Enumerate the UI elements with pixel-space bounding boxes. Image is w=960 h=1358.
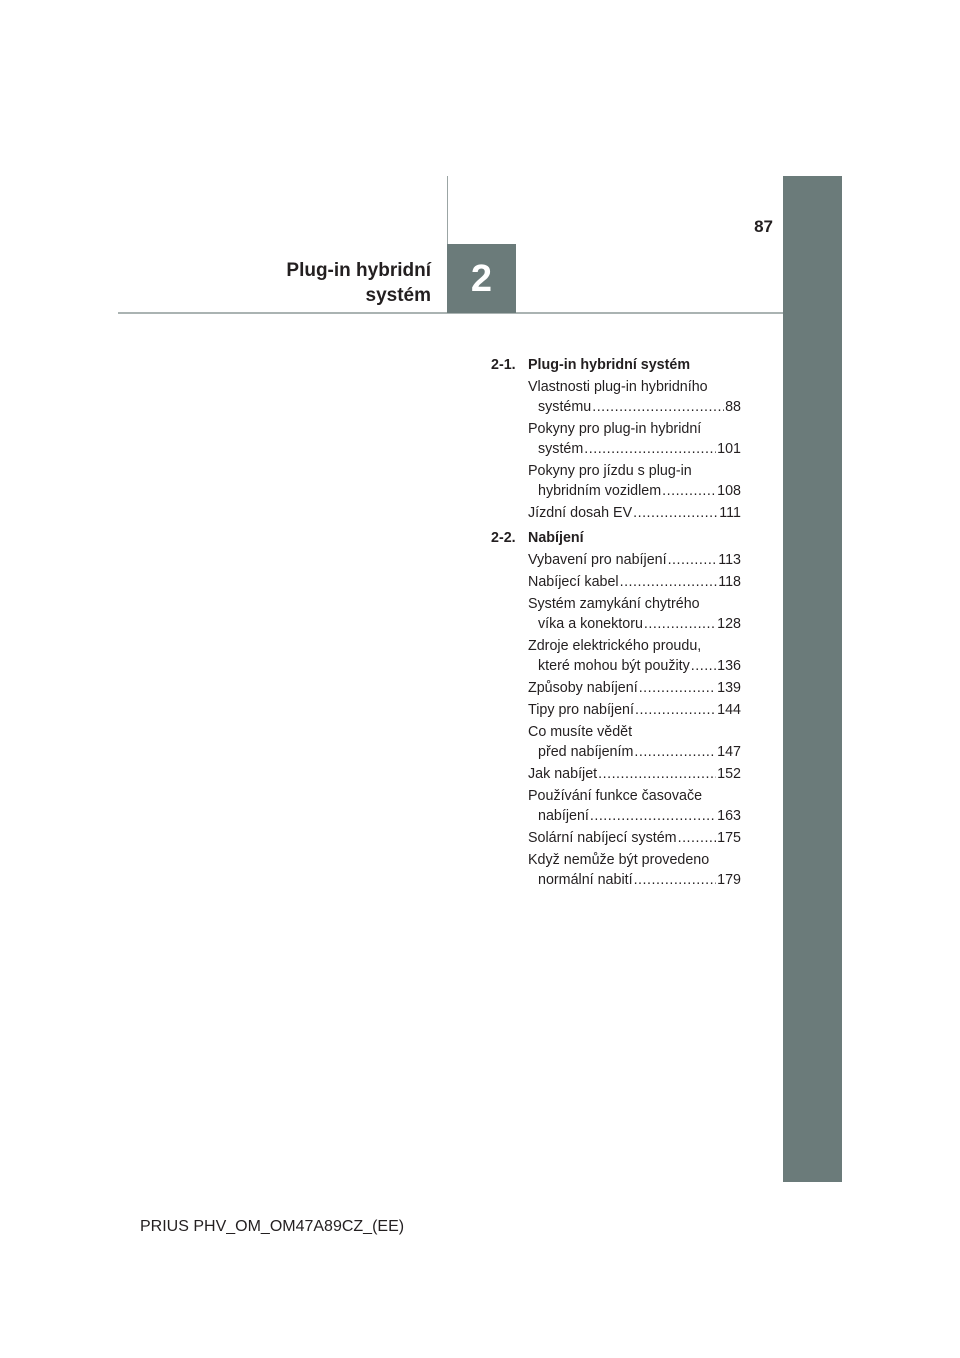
toc-entry[interactable] <box>528 700 741 720</box>
section-number: 2-1. <box>491 357 516 373</box>
toc-entry-title: Jízdní dosah EV <box>528 505 633 521</box>
toc-entry[interactable] <box>528 594 741 634</box>
toc-entry-title: Vlastnosti plug-in hybridního <box>528 379 708 395</box>
toc-entry-title: Nabíjecí kabel <box>528 574 619 590</box>
section-title: Nabíjení <box>528 530 584 546</box>
header-vertical-rule <box>447 176 448 244</box>
toc-entry-title: Když nemůže být provedeno <box>528 852 710 868</box>
leader-dots <box>620 572 718 592</box>
toc-entry-title-cont: nabíjení <box>538 808 589 824</box>
toc-entry-title: Vybavení pro nabíjení <box>528 552 667 568</box>
table-of-contents <box>491 355 741 895</box>
chapter-title <box>180 258 431 308</box>
toc-entry-title: Pokyny pro plug-in hybridní <box>528 421 702 437</box>
toc-entry-page: 163 <box>717 808 741 824</box>
leader-dots <box>691 656 716 676</box>
leader-dots <box>644 614 716 634</box>
toc-section-2-2 <box>491 528 741 890</box>
toc-entry-title-cont: systém <box>538 441 584 457</box>
toc-entry-page: 179 <box>717 872 741 888</box>
toc-entry-title: Tipy pro nabíjení <box>528 702 634 718</box>
toc-entry-title: Používání funkce časovače <box>528 788 703 804</box>
toc-entry-page: 128 <box>717 616 741 632</box>
toc-entry[interactable] <box>528 828 741 848</box>
leader-dots <box>633 503 718 523</box>
toc-entry-title-cont: normální nabití <box>538 872 633 888</box>
chapter-side-tab <box>783 176 842 1182</box>
toc-entry-page: 175 <box>717 830 741 846</box>
toc-entry[interactable] <box>528 550 741 570</box>
leader-dots <box>678 828 717 848</box>
chapter-number: 2 <box>470 257 493 300</box>
toc-entry[interactable] <box>528 377 741 417</box>
leader-dots <box>598 764 716 784</box>
toc-entry[interactable] <box>528 461 741 501</box>
toc-entry[interactable] <box>528 678 741 698</box>
toc-entry-page: 101 <box>717 441 741 457</box>
leader-dots <box>584 439 716 459</box>
toc-entry-title-cont: víka a konektoru <box>538 616 643 632</box>
toc-entry[interactable] <box>528 503 741 523</box>
toc-entry-title: Způsoby nabíjení <box>528 680 638 696</box>
toc-entry-page: 118 <box>718 574 741 590</box>
toc-entry[interactable] <box>528 722 741 762</box>
page-number: 87 <box>754 217 773 236</box>
toc-entry[interactable] <box>528 572 741 592</box>
toc-entry-page: 144 <box>717 702 741 718</box>
section-heading <box>491 528 741 548</box>
toc-entry[interactable] <box>528 636 741 676</box>
chapter-number-box <box>447 244 516 313</box>
toc-entry[interactable] <box>528 850 741 890</box>
section-number: 2-2. <box>491 530 516 546</box>
section-title: Plug-in hybridní systém <box>528 357 691 373</box>
toc-entry-title: Systém zamykání chytrého <box>528 596 700 612</box>
section-heading <box>491 355 741 375</box>
chapter-title-line2: systém <box>365 285 431 306</box>
toc-entry-title: Zdroje elektrického proudu, <box>528 638 702 654</box>
chapter-title-line1: Plug-in hybridní <box>286 260 431 281</box>
toc-entry[interactable] <box>528 419 741 459</box>
toc-entry[interactable] <box>528 764 741 784</box>
toc-entry-title-cont: které mohou být použity <box>538 658 690 674</box>
toc-entry-title: Jak nabíjet <box>528 766 598 782</box>
leader-dots <box>639 678 716 698</box>
toc-entry-title-cont: systému <box>538 399 592 415</box>
toc-entry-page: 152 <box>717 766 741 782</box>
toc-entry-title: Pokyny pro jízdu s plug-in <box>528 463 692 479</box>
leader-dots <box>634 870 717 890</box>
toc-entry-page: 147 <box>717 744 741 760</box>
toc-entry-page: 139 <box>717 680 741 696</box>
toc-entry-title-cont: před nabíjením <box>538 744 634 760</box>
toc-entry-page: 111 <box>719 505 741 521</box>
toc-entry-page: 108 <box>717 483 741 499</box>
toc-entry[interactable] <box>528 786 741 826</box>
toc-entry-page: 113 <box>718 552 741 568</box>
leader-dots <box>662 481 716 501</box>
leader-dots <box>635 700 716 720</box>
leader-dots <box>634 742 716 762</box>
leader-dots <box>592 397 724 417</box>
toc-entry-title: Co musíte vědět <box>528 724 633 740</box>
toc-entry-title-cont: hybridním vozidlem <box>538 483 662 499</box>
document-footer: PRIUS PHV_OM_OM47A89CZ_(EE) <box>140 1218 405 1235</box>
toc-entry-title: Solární nabíjecí systém <box>528 830 677 846</box>
leader-dots <box>590 806 716 826</box>
toc-entry-page: 88 <box>725 399 741 415</box>
leader-dots <box>668 550 718 570</box>
toc-entry-page: 136 <box>717 658 741 674</box>
toc-section-2-1 <box>491 355 741 523</box>
